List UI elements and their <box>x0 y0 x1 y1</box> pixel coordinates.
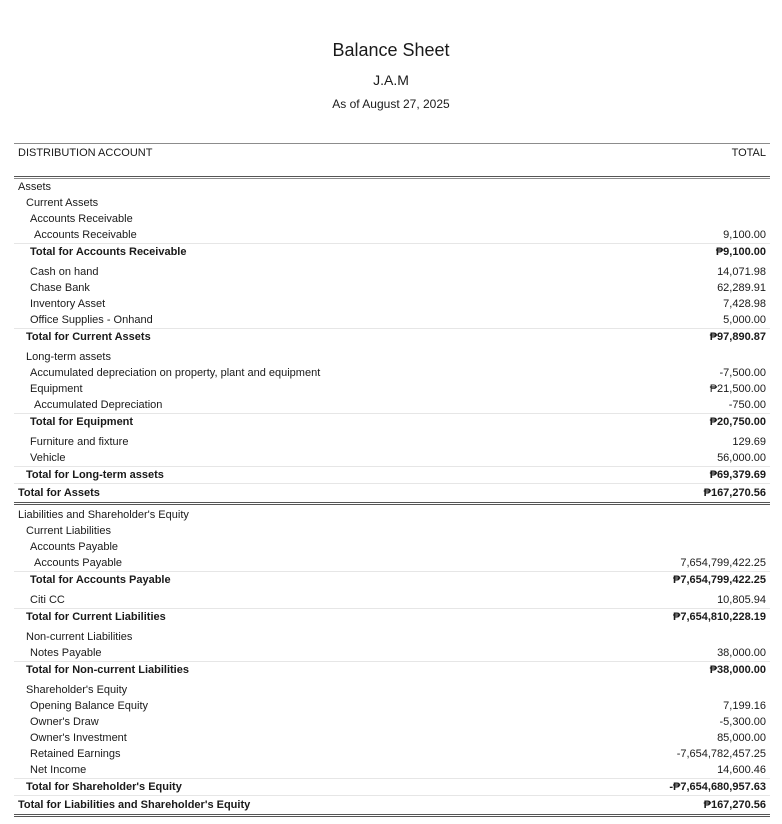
row-label: Assets <box>18 181 52 193</box>
total-row <box>14 795 770 817</box>
row-amount: 7,654,799,422.25 <box>680 557 766 569</box>
row-label: Owner's Draw <box>30 716 99 728</box>
row-amount: -₱7,654,680,957.63 <box>669 781 766 793</box>
table-row <box>14 592 770 608</box>
row-label: Accounts Payable <box>30 541 119 553</box>
row-amount: -7,654,782,457.25 <box>676 748 766 760</box>
table-body <box>14 179 770 817</box>
table-row <box>14 434 770 450</box>
row-amount: 14,071.98 <box>717 266 766 278</box>
total-row <box>14 608 770 625</box>
row-label: Accounts Payable <box>34 557 123 569</box>
table-row <box>14 450 770 466</box>
row-label: Retained Earnings <box>30 748 121 760</box>
row-amount: 7,199.16 <box>723 700 766 712</box>
row-label: Net Income <box>30 764 87 776</box>
row-label: Shareholder's Equity <box>26 684 128 696</box>
row-label: Non-current Liabilities <box>26 631 133 643</box>
company-name: J.A.M <box>373 72 409 88</box>
section-header-row <box>14 629 770 645</box>
table-row <box>14 381 770 397</box>
row-label: Opening Balance Equity <box>30 700 149 712</box>
section-header-row <box>14 179 770 195</box>
row-label: Total for Accounts Payable <box>30 574 171 586</box>
column-header-row <box>14 143 770 177</box>
row-label: Total for Assets <box>18 487 100 499</box>
row-amount: ₱97,890.87 <box>709 331 766 343</box>
row-amount: ₱69,379.69 <box>709 469 766 481</box>
row-amount: 85,000.00 <box>717 732 766 744</box>
table-row <box>14 714 770 730</box>
total-row <box>14 413 770 430</box>
row-label: Total for Current Assets <box>26 331 151 343</box>
row-amount: ₱21,500.00 <box>709 383 766 395</box>
row-amount: 7,428.98 <box>723 298 766 310</box>
column-header-total: TOTAL <box>731 147 766 159</box>
section-header-row <box>14 507 770 523</box>
row-label: Office Supplies - Onhand <box>30 314 153 326</box>
section-header-row <box>14 211 770 227</box>
table-row <box>14 264 770 280</box>
row-label: Inventory Asset <box>30 298 106 310</box>
table-row <box>14 397 770 413</box>
total-row <box>14 483 770 505</box>
row-amount: ₱9,100.00 <box>715 246 766 258</box>
row-label: Total for Liabilities and Shareholder's Equity <box>18 799 251 811</box>
total-row <box>14 466 770 483</box>
row-label: Furniture and fixture <box>30 436 129 448</box>
row-amount: ₱7,654,810,228.19 <box>673 611 766 623</box>
row-amount: 14,600.46 <box>717 764 766 776</box>
total-row <box>14 243 770 260</box>
section-header-row <box>14 523 770 539</box>
row-amount: 10,805.94 <box>717 594 766 606</box>
row-label: Total for Accounts Receivable <box>30 246 187 258</box>
row-label: Cash on hand <box>30 266 99 278</box>
total-row <box>14 661 770 678</box>
table-row <box>14 227 770 243</box>
table-row <box>14 645 770 661</box>
table-row <box>14 730 770 746</box>
row-label: Current Assets <box>26 197 99 209</box>
row-label: Total for Shareholder's Equity <box>26 781 182 793</box>
table-row <box>14 762 770 778</box>
row-label: Current Liabilities <box>26 525 111 537</box>
total-row <box>14 778 770 795</box>
report-title: Balance Sheet <box>332 40 450 60</box>
section-header-row <box>14 195 770 211</box>
total-row <box>14 328 770 345</box>
row-label: Notes Payable <box>30 647 102 659</box>
total-row <box>14 571 770 588</box>
row-amount: 56,000.00 <box>717 452 766 464</box>
table-row <box>14 280 770 296</box>
table-row <box>14 296 770 312</box>
report-date: As of August 27, 2025 <box>332 97 450 111</box>
row-label: Citi CC <box>30 594 65 606</box>
table-row <box>14 312 770 328</box>
row-label: Total for Non-current Liabilities <box>26 664 189 676</box>
row-label: Total for Long-term assets <box>26 469 164 481</box>
row-label: Long-term assets <box>26 351 111 363</box>
row-amount: 9,100.00 <box>723 229 766 241</box>
row-amount: ₱20,750.00 <box>709 416 766 428</box>
row-amount: 5,000.00 <box>723 314 766 326</box>
row-label: Accumulated depreciation on property, plant and equipment <box>30 367 321 379</box>
section-header-row <box>14 539 770 555</box>
row-label: Chase Bank <box>30 282 90 294</box>
table-row <box>14 746 770 762</box>
row-amount: ₱7,654,799,422.25 <box>673 574 766 586</box>
row-label: Total for Equipment <box>30 416 134 428</box>
row-amount: 38,000.00 <box>717 647 766 659</box>
row-amount: 62,289.91 <box>717 282 766 294</box>
balance-sheet-table <box>14 143 770 819</box>
row-amount: -5,300.00 <box>719 716 766 728</box>
table-row <box>14 698 770 714</box>
row-label: Accounts Receivable <box>34 229 137 241</box>
row-label: Owner's Investment <box>30 732 127 744</box>
row-label: Total for Current Liabilities <box>26 611 166 623</box>
row-label: Equipment <box>30 383 83 395</box>
section-header-row <box>14 349 770 365</box>
table-row <box>14 365 770 381</box>
row-amount: ₱167,270.56 <box>703 487 766 499</box>
section-header-row <box>14 682 770 698</box>
row-label: Accounts Receivable <box>30 213 133 225</box>
row-amount: 129.69 <box>732 436 766 448</box>
column-header-account: DISTRIBUTION ACCOUNT <box>18 147 153 159</box>
row-amount: ₱167,270.56 <box>703 799 766 811</box>
row-amount: -7,500.00 <box>719 367 766 379</box>
table-row <box>14 555 770 571</box>
row-label: Vehicle <box>30 452 66 464</box>
row-label: Liabilities and Shareholder's Equity <box>18 509 189 521</box>
row-amount: ₱38,000.00 <box>709 664 766 676</box>
row-amount: -750.00 <box>728 399 766 411</box>
row-label: Accumulated Depreciation <box>34 399 163 411</box>
